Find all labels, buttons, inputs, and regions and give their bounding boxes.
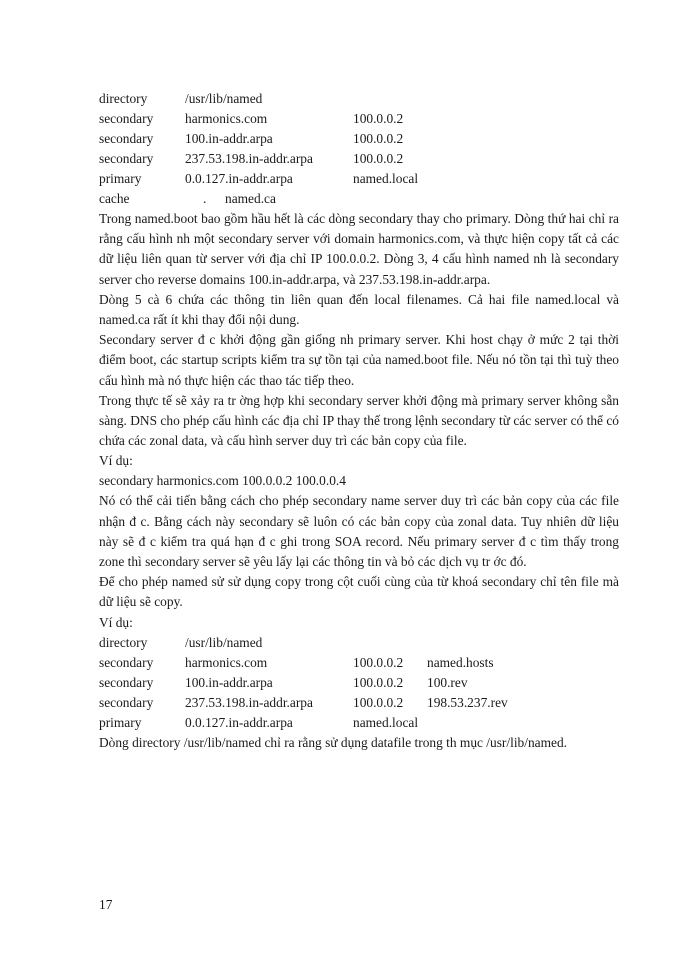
paragraph: Secondary server đ c khởi động gần giống nh primary server. Khi host chạy ở mức 2 tại thời điểm boot, các startup scripts kiểm tra sự tồn tại của named.boot file. Nếu nó tồn tại thì tuỳ theo cấu hình mà nó thực hiện các thao tác tiếp theo. — [99, 332, 619, 388]
config-keyword: secondary — [99, 111, 154, 126]
paragraph: Trong named.boot bao gồm hầu hết là các dòng secondary thay cho primary. Dòng thứ hai chỉ ra rằng cấu hình nh một secondary server với domain harmonics.com, và thực hiện copy tất cả các dữ liệu liên quan từ server với địa chỉ IP 100.0.0.2. Dòng 3, 4 cấu hình named nh là secondary server cho reverse domains 100.in-addr.arpa, và 237.53.198.in-addr.arpa. — [99, 211, 619, 287]
config-keyword: directory — [99, 91, 148, 106]
config-keyword: secondary — [99, 131, 154, 146]
config-keyword: secondary — [99, 151, 154, 166]
config-row — [99, 653, 619, 673]
config-row — [99, 149, 619, 169]
config-keyword: secondary — [99, 654, 154, 670]
config-row — [99, 169, 619, 189]
config-row — [99, 713, 619, 733]
config-address: 100.0.0.2 — [353, 694, 404, 710]
config-domain: 237.53.198.in-addr.arpa — [185, 694, 313, 710]
paragraph: Dòng directory /usr/lib/named chỉ ra rằng sử dụng datafile trong th mục /usr/lib/named. — [99, 734, 568, 750]
paragraph: Để cho phép named sử sử dụng copy trong cột cuối cùng của từ khoá secondary chỉ tên file mà dữ liệu sẽ copy. — [99, 574, 619, 610]
config-block-1 — [99, 89, 619, 209]
config-file: named.hosts — [427, 654, 494, 670]
config-domain: 100.in-addr.arpa — [185, 674, 273, 690]
config-domain: harmonics.com — [185, 654, 268, 670]
document-page — [99, 89, 619, 753]
paragraph: Nó có thể cải tiến bằng cách cho phép secondary name server duy trì các bản copy của các file nhận đ c. Bằng cách này secondary sẽ luôn có các bản copy của zonal data. Tuy nhiên dữ liệu này sẽ đ c kiểm tra quá hạn đ c ghi trong SOA record. Nếu primary server đ c tìm thấy trong zone thì secondary server sẽ yêu lấy lại các thông tin và bỏ các dịch vụ tr ớc đó. — [99, 493, 619, 570]
config-row — [99, 89, 619, 109]
page-number: 17 — [99, 897, 113, 912]
config-row — [99, 109, 619, 129]
config-block-2 — [99, 633, 619, 733]
paragraph: Dòng 5 cà 6 chứa các thông tin liên quan đến local filenames. Cả hai file named.local và named.ca rất ít khi thay đổi nội dung. — [99, 291, 619, 328]
config-keyword: secondary — [99, 674, 154, 690]
config-address: 100.0.0.2 — [353, 111, 404, 126]
example-line: secondary harmonics.com 100.0.0.2 100.0.0.4 — [99, 473, 346, 489]
config-domain: 237.53.198.in-addr.arpa — [185, 151, 313, 166]
example-label: Ví dụ: — [99, 614, 133, 630]
config-keyword: directory — [99, 634, 148, 650]
config-file: named.ca — [225, 191, 276, 206]
config-row — [99, 129, 619, 149]
config-domain: . — [203, 191, 207, 206]
config-address: 100.0.0.2 — [353, 131, 404, 146]
config-value: /usr/lib/named — [185, 91, 263, 106]
config-keyword: cache — [99, 191, 130, 206]
config-row — [99, 693, 619, 713]
config-address: 100.0.0.2 — [353, 674, 404, 690]
config-domain: 0.0.127.in-addr.arpa — [185, 714, 293, 730]
config-keyword: primary — [99, 171, 142, 186]
config-address: 100.0.0.2 — [353, 654, 404, 670]
paragraph: Trong thực tế sẽ xảy ra tr ờng hợp khi secondary server khởi động mà primary server không sẵn sàng. DNS cho phép cấu hình các địa chỉ IP thay thế trong lệnh secondary từ các server có thể có chứa các zonal data, và cấu hình server duy trì các bản copy của file. — [99, 392, 619, 449]
config-domain: 100.in-addr.arpa — [185, 131, 273, 146]
config-address: 100.0.0.2 — [353, 151, 404, 166]
config-domain: harmonics.com — [185, 111, 268, 126]
config-file: 100.rev — [427, 674, 468, 690]
config-row — [99, 673, 619, 693]
config-value: /usr/lib/named — [185, 634, 263, 650]
example-label: Ví dụ: — [99, 453, 133, 469]
config-file: 198.53.237.rev — [427, 694, 508, 710]
config-file: named.local — [353, 714, 419, 730]
config-file: named.local — [353, 171, 419, 186]
config-row — [99, 633, 619, 653]
config-domain: 0.0.127.in-addr.arpa — [185, 171, 293, 186]
config-row-cache — [99, 189, 619, 209]
config-keyword: secondary — [99, 694, 154, 710]
config-keyword: primary — [99, 714, 142, 730]
